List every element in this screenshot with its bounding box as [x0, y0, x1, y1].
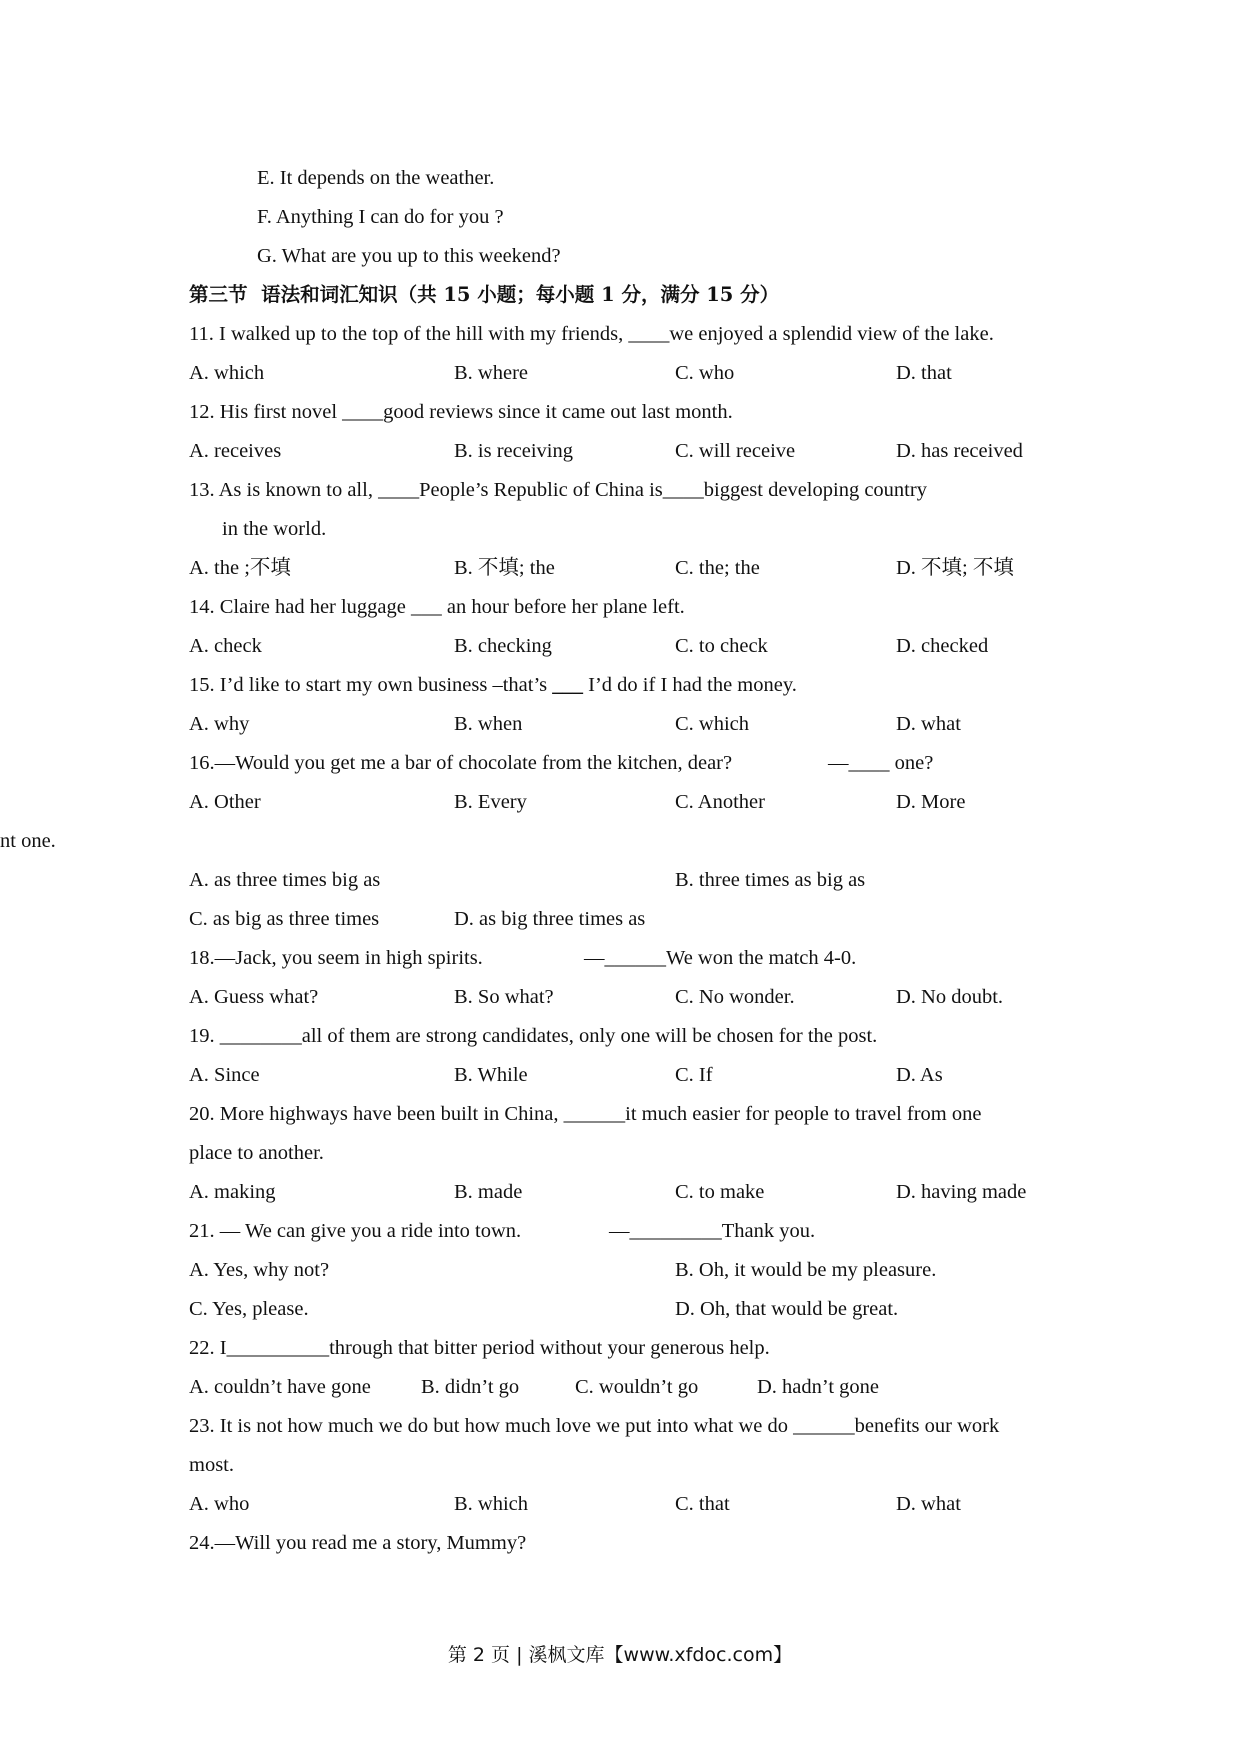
question-18-reply: —______We won the match 4-0.: [584, 947, 857, 969]
question-16-stem: 16.—Would you get me a bar of chocolate from the kitchen, dear?: [189, 752, 733, 774]
option-a: A. the ;不填: [189, 557, 291, 579]
question-16-reply: —____ one?: [828, 752, 934, 774]
option-c: C. Another: [675, 791, 765, 813]
question-14-stem: 14. Claire had her luggage ___ an hour before her plane left.: [189, 596, 685, 618]
option-b: B. which: [454, 1493, 529, 1515]
question-21-reply: —_________Thank you.: [609, 1220, 816, 1242]
option-a: A. couldn’t have gone: [189, 1376, 371, 1398]
question-13-stem: 13. As is known to all, ____People’s Republic of China is____biggest developing country: [189, 479, 927, 501]
option-d: D. hadn’t gone: [757, 1376, 880, 1398]
option-d: D. As: [896, 1064, 943, 1086]
option-c: C. that: [675, 1493, 730, 1515]
option-d: D. Oh, that would be great.: [675, 1298, 899, 1320]
option-c: C. which: [675, 713, 750, 735]
option-d: D. has received: [896, 440, 1023, 462]
option-a: A. Other: [189, 791, 261, 813]
question-19-options: [189, 1062, 1089, 1088]
option-a: A. receives: [189, 440, 282, 462]
option-c: C. will receive: [675, 440, 796, 462]
option-a: A. as three times big as: [189, 869, 381, 891]
question-17-options-row2: [189, 906, 1089, 932]
dialogue-option-g: G. What are you up to this weekend?: [257, 245, 561, 267]
question-13-stem-continued: in the world.: [222, 518, 327, 540]
option-b: B. made: [454, 1181, 523, 1203]
option-a: A. who: [189, 1493, 250, 1515]
option-b: B. checking: [454, 635, 552, 657]
question-20-options: [189, 1179, 1089, 1205]
option-d: D. having made: [896, 1181, 1027, 1203]
question-15-stem: [189, 672, 797, 698]
option-b: B. when: [454, 713, 523, 735]
question-24-stem: 24.—Will you read me a story, Mummy?: [189, 1532, 527, 1554]
option-b: B. where: [454, 362, 529, 384]
question-21-stem: 21. — We can give you a ride into town.: [189, 1220, 522, 1242]
option-d: D. what: [896, 1493, 961, 1515]
question-18-stem: 18.—Jack, you seem in high spirits.: [189, 947, 483, 969]
question-22-options: [189, 1374, 1089, 1400]
option-d: D. More: [896, 791, 966, 813]
option-a: A. why: [189, 713, 250, 735]
question-13-options: [189, 555, 1089, 581]
option-d: D. what: [896, 713, 961, 735]
option-a: A. check: [189, 635, 262, 657]
question-23-stem-continued: most.: [189, 1454, 234, 1476]
question-21-options-row1: [189, 1257, 1089, 1283]
option-b: B. Every: [454, 791, 527, 813]
dialogue-option-f: F. Anything I can do for you ?: [257, 206, 504, 228]
question-18-options: [189, 984, 1089, 1010]
option-a: A. which: [189, 362, 265, 384]
option-c: C. wouldn’t go: [575, 1376, 699, 1398]
option-c: C. who: [675, 362, 735, 384]
option-d: D. checked: [896, 635, 989, 657]
option-c: C. to check: [675, 635, 768, 657]
option-a: A. making: [189, 1181, 276, 1203]
option-b: B. three times as big as: [675, 869, 866, 891]
dialogue-option-e: E. It depends on the weather.: [257, 167, 495, 189]
question-15-stem-after: I’d do if I had the money.: [583, 674, 797, 696]
question-11-stem: 11. I walked up to the top of the hill with my friends, ____we enjoyed a splendid view of the lake.: [189, 323, 994, 345]
question-23-stem: 23. It is not how much we do but how much love we put into what we do ______benefits our work: [189, 1415, 1000, 1437]
question-15-blank: ___: [552, 674, 584, 696]
question-16-options: [189, 789, 1089, 815]
question-20-stem-continued: place to another.: [189, 1142, 324, 1164]
option-c: C. to make: [675, 1181, 765, 1203]
question-17-stem-fragment: nt one.: [0, 830, 56, 852]
question-12-options: [189, 438, 1089, 464]
option-a: A. Since: [189, 1064, 260, 1086]
option-b: B. 不填; the: [454, 557, 555, 579]
option-d: D. that: [896, 362, 952, 384]
question-21-options-row2: [189, 1296, 1089, 1322]
option-c: C. If: [675, 1064, 713, 1086]
option-c: C. the; the: [675, 557, 760, 579]
option-b: B. is receiving: [454, 440, 573, 462]
question-15-stem-before: 15. I’d like to start my own business –that’s: [189, 674, 553, 696]
option-b: B. Oh, it would be my pleasure.: [675, 1259, 937, 1281]
option-c: C. No wonder.: [675, 986, 795, 1008]
section-heading: 第三节 语法和词汇知识（共 15 小题；每小题 1 分，满分 15 分）: [189, 283, 780, 306]
option-b: B. So what?: [454, 986, 554, 1008]
option-c: C. Yes, please.: [189, 1298, 309, 1320]
option-c: C. as big as three times: [189, 908, 380, 930]
option-d: D. 不填; 不填: [896, 557, 1014, 579]
option-a: A. Yes, why not?: [189, 1259, 330, 1281]
option-d: D. as big three times as: [454, 908, 646, 930]
question-20-stem: 20. More highways have been built in China, ______it much easier for people to travel from one: [189, 1103, 982, 1125]
question-15-options: [189, 711, 1089, 737]
option-b: B. While: [454, 1064, 528, 1086]
question-17-options-row1: [189, 867, 1089, 893]
page-footer: 第 2 页 | 溪枫文库【www.xfdoc.com】: [447, 1644, 793, 1666]
question-11-options: [189, 360, 1089, 386]
option-b: B. didn’t go: [421, 1376, 520, 1398]
question-23-options: [189, 1491, 1089, 1517]
option-a: A. Guess what?: [189, 986, 319, 1008]
option-d: D. No doubt.: [896, 986, 1004, 1008]
question-14-options: [189, 633, 1089, 659]
question-12-stem: 12. His first novel ____good reviews since it came out last month.: [189, 401, 733, 423]
question-19-stem: 19. ________all of them are strong candidates, only one will be chosen for the post.: [189, 1025, 878, 1047]
question-22-stem: 22. I__________through that bitter period without your generous help.: [189, 1337, 770, 1359]
